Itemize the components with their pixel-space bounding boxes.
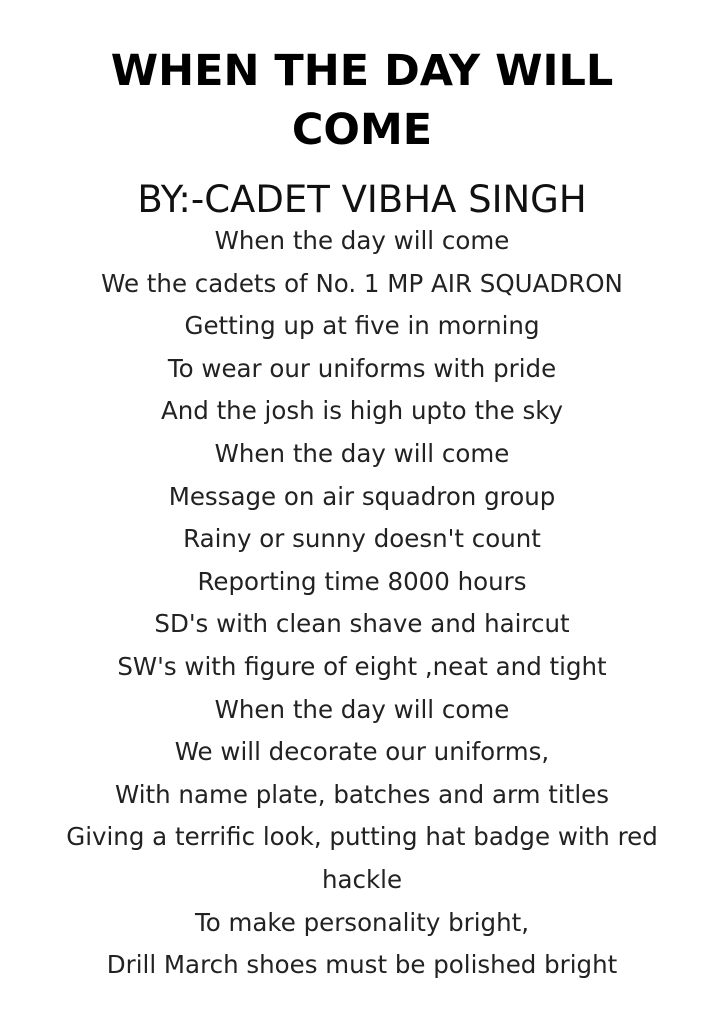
poem-line: SD's with clean shave and haircut [154, 609, 570, 639]
poem-body [0, 220, 724, 987]
poem-line: Drill March shoes must be polished bright [106, 950, 618, 980]
poem-line: Getting up at five in morning [184, 311, 540, 341]
poem-line: SW's with figure of eight ,neat and tight [117, 651, 607, 681]
poem-line: When the day will come [214, 226, 510, 255]
poem-line: We will decorate our uniforms, [174, 737, 550, 767]
poem-line: To make personality bright, [194, 907, 530, 937]
poem-line: hackle [321, 864, 403, 894]
poem-line: When the day will come [214, 694, 510, 724]
poem-line: Rainy or sunny doesn't count [183, 524, 541, 554]
poem-line: When the day will come [214, 438, 510, 468]
poem-line: With name plate, batches and arm titles [115, 779, 609, 809]
poem-byline: BY:-CADET VIBHA SINGH [137, 178, 587, 221]
poem-line: To wear our uniforms with pride [167, 353, 557, 383]
poem-line: Giving a terrific look, putting hat badge with red [66, 822, 658, 852]
poem-line: Message on air squadron group [168, 481, 556, 511]
poem-title [0, 0, 724, 160]
poem-title-line: COME [291, 105, 433, 155]
poem-line: We the cadets of No. 1 MP AIR SQUADRON [101, 268, 623, 298]
poem-line: And the josh is high upto the sky [160, 396, 564, 426]
poem-line: Reporting time 8000 hours [197, 566, 527, 596]
poem-title-line: WHEN THE DAY WILL [110, 46, 614, 96]
